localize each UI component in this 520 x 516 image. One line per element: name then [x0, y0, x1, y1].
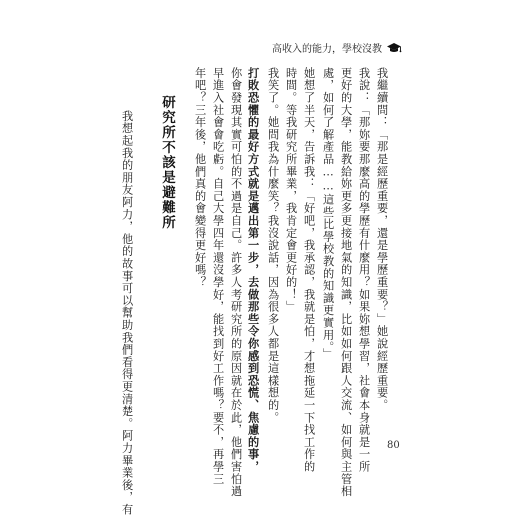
text-column-8-emphasis: 打敗恐懼的最好方式就是邁出第一步，去做那些令你感到恐慌、焦慮的事， [246, 67, 261, 473]
text-column-5: 她想了半天，告訴我：「好吧，我承認，我就是怕，才想拖延一下找工作的 [302, 67, 316, 473]
text-column-2: 我說：「那妳要那麼高的學歷有什麼用？如果妳想學習，社會本身就是一所 [357, 67, 371, 473]
text-column-9: 你會發現其實可怕的不過是自己。許多人考研究所的原因就在於此，他們害怕過 [229, 67, 243, 498]
text-column-3: 更好的大學，能教給妳更多更接地氣的知識，比如如何跟人交流、如何與主管相 [339, 67, 353, 498]
page-number: 80 [387, 440, 400, 451]
text-column-6: 時間。等我研究所畢業，我肯定會更好的！」 [284, 67, 298, 313]
section-heading: 研究所不該是避難所 [159, 95, 175, 230]
running-header-title: 高收入的能力，學校沒教 [272, 44, 382, 55]
text-column-12: 我想起我的朋友阿力，他的故事可以幫助我們看得更清楚。阿力畢業後，有 [120, 110, 134, 516]
text-column-1: 我繼續問：「那是經歷重要，還是學歷重要？」她說經歷重要。 [375, 67, 389, 412]
text-column-7: 我笑了。她問我為什麼笑？我沒說話，因為很多人都是這樣想的。 [266, 67, 280, 424]
graduation-cap-icon [386, 42, 402, 54]
text-column-11: 年吧？三年後，他們真的會變得更好嗎？ [193, 67, 207, 289]
text-column-4: 處，如何了解產品……這些比學校教的知識更實用。」 [321, 67, 335, 361]
text-column-10: 早進入社會會吃虧。自己大學四年還沒學好，能找到好工作嗎？要不，再學三 [211, 67, 225, 486]
running-header [272, 40, 402, 55]
